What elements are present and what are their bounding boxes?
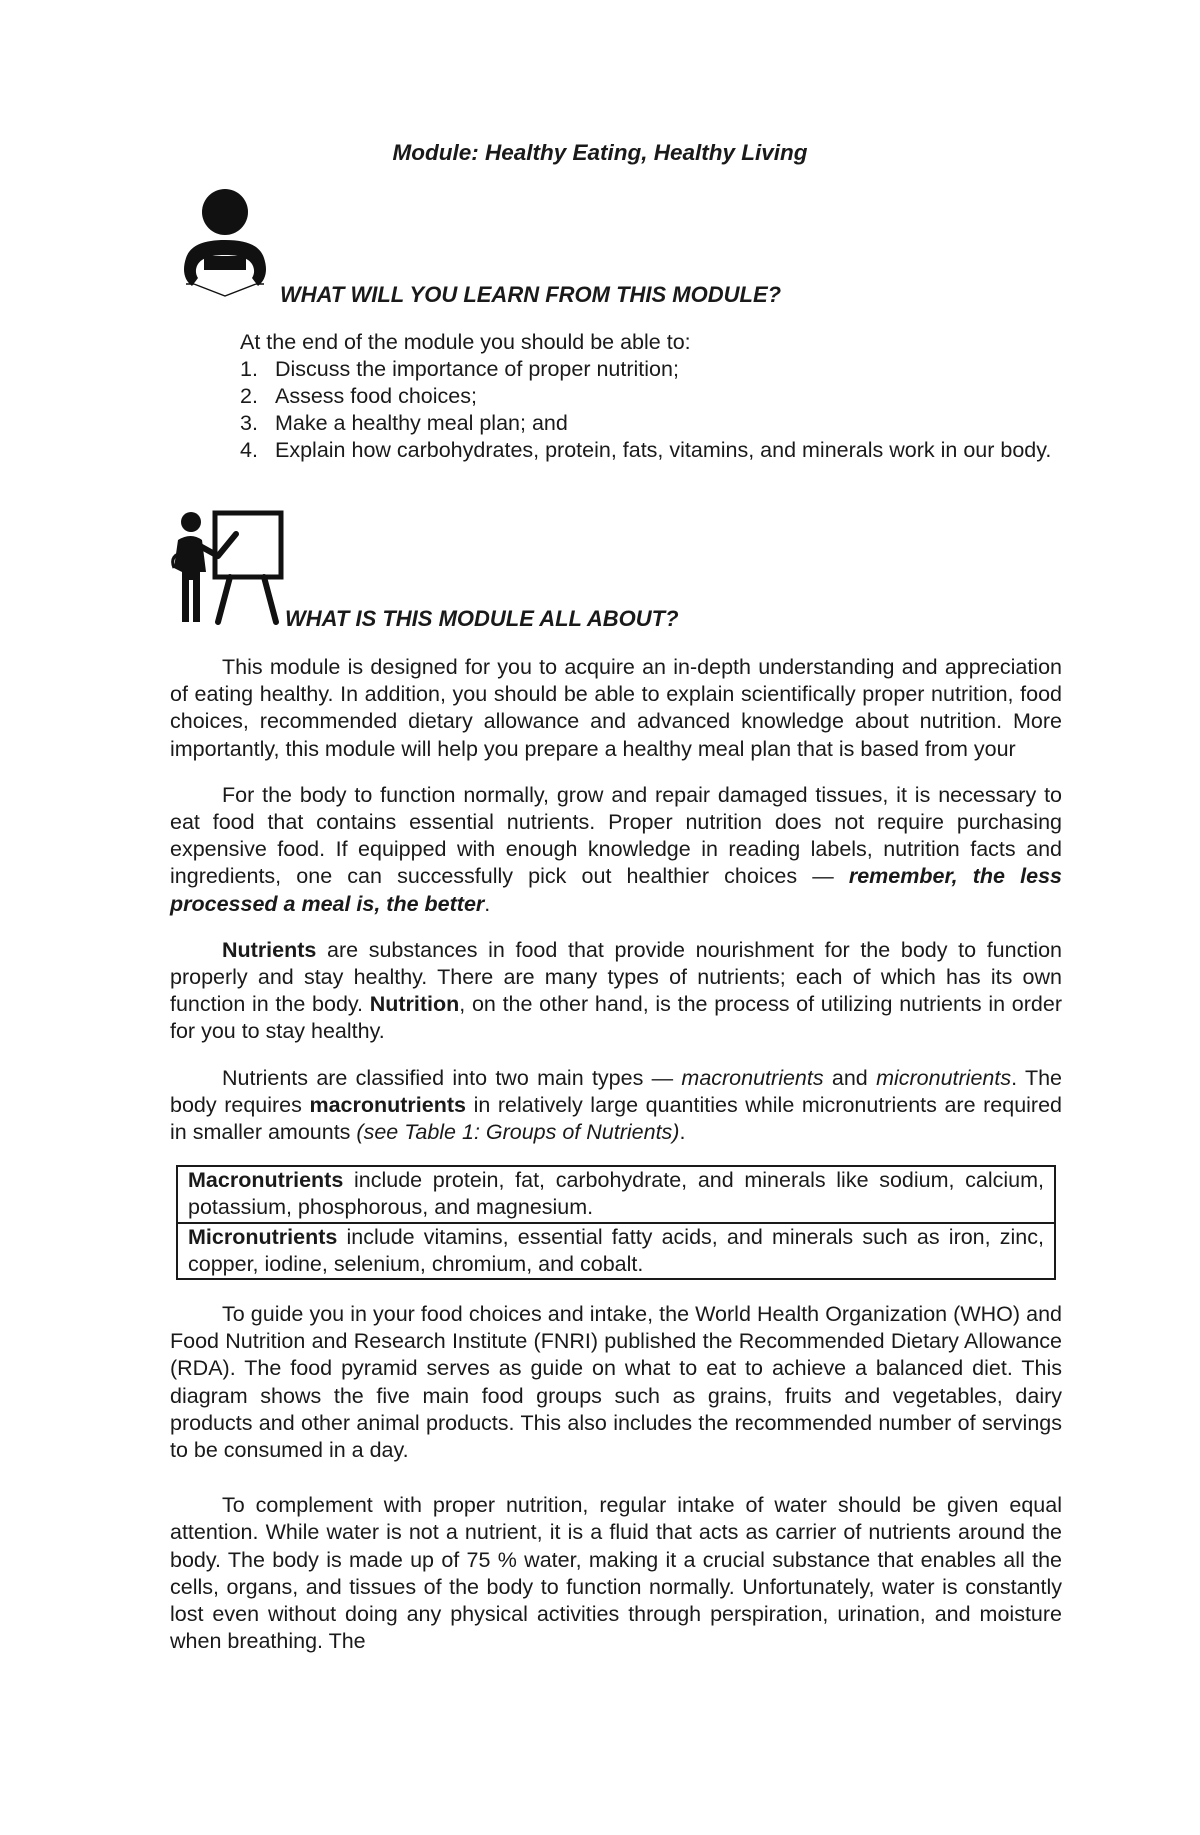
paragraph-text: For the body to function normally, grow and repair damaged tissues, it is necessary to eat food that contains essential nutrients. Proper nutrition does not require purchasing expensive food. If equipped with enough knowledge in reading labels, nutrition facts and ingredients, one can successfully pick out healthier choices — bbox=[170, 782, 1062, 889]
list-number: 1. bbox=[240, 357, 258, 381]
section-heading-learn: WHAT WILL YOU LEARN FROM THIS MODULE? bbox=[280, 282, 782, 307]
list-number: 2. bbox=[240, 384, 258, 408]
term-nutrients: Nutrients bbox=[222, 937, 317, 962]
paragraph-water: To complement with proper nutrition, regular intake of water should be given equal attention. While water is not a nutrient, it is a fluid that acts as carrier of nutrients around the body. The body is made up of 75 % water, making it a crucial substance that enables all the cells, organs, and tissues of the body to function normally. Unfortunately, water is constantly lost even without doing any physical activities through perspiration, urination, and moisture when breathing. The bbox=[170, 1493, 1062, 1654]
list-item bbox=[240, 356, 1062, 383]
objectives-list bbox=[240, 356, 1062, 464]
body-text bbox=[170, 654, 1062, 1675]
paragraph-text: and bbox=[823, 1065, 877, 1090]
table-text: include vitamins, essential fatty acids, and minerals such as iron, zinc, copper, iodine, selenium, chromium, and cobalt. bbox=[188, 1224, 1044, 1276]
term-italic: macronutrients bbox=[681, 1065, 824, 1090]
paragraph-essential-nutrients bbox=[170, 782, 1062, 918]
paragraph-overview: This module is designed for you to acquire an in-depth understanding and appreciation of eating healthy. In addition, you should be able to explain scientifically proper nutrition, food choices, recommended dietary allowance and advanced knowledge about nutrition. More importantly, this module will help you prepare a healthy meal plan that is based from your bbox=[170, 655, 1062, 761]
emphasis-text: remember, the less processed a meal is, the better bbox=[170, 864, 1062, 916]
list-number: 3. bbox=[240, 411, 258, 435]
table-term: Macronutrients bbox=[188, 1168, 344, 1193]
term-italic: micronutrients bbox=[876, 1065, 1012, 1090]
objectives-intro: At the end of the module you should be able to: bbox=[240, 330, 691, 354]
paragraph-text: Nutrients are classified into two main types — bbox=[222, 1065, 682, 1090]
list-item bbox=[240, 410, 1062, 437]
list-item bbox=[240, 383, 1062, 410]
paragraph-nutrients-definition bbox=[170, 937, 1062, 1046]
person-reading-icon bbox=[178, 188, 272, 302]
objectives-block bbox=[240, 329, 1062, 464]
term-bold: macronutrients bbox=[309, 1092, 466, 1117]
paragraph-text: in relatively large quantities while micronutrients are required in smaller amounts bbox=[170, 1092, 1063, 1145]
table-reference: (see Table 1: Groups of Nutrients) bbox=[356, 1120, 680, 1145]
list-item bbox=[240, 437, 1062, 464]
list-text: Explain how carbohydrates, protein, fats, vitamins, and minerals work in our body. bbox=[275, 438, 1052, 462]
nutrients-table bbox=[176, 1165, 1056, 1280]
list-text: Make a healthy meal plan; and bbox=[275, 411, 568, 435]
paragraph-text: . The body requires bbox=[170, 1065, 1062, 1117]
paragraph-text: . bbox=[679, 1120, 686, 1145]
list-text: Discuss the importance of proper nutrition; bbox=[275, 357, 679, 381]
person-presenting-board-icon bbox=[170, 510, 285, 625]
table-cell bbox=[177, 1223, 1055, 1279]
table-row bbox=[177, 1223, 1055, 1279]
table-text: include protein, fat, carbohydrate, and minerals like sodium, calcium, potassium, phosphorous, and magnesium. bbox=[188, 1168, 1044, 1220]
table-term: Micronutrients bbox=[188, 1224, 338, 1249]
module-title: Module: Healthy Eating, Healthy Living bbox=[392, 140, 808, 165]
table-cell bbox=[177, 1166, 1055, 1222]
paragraph-nutrient-types bbox=[170, 1065, 1062, 1147]
term-nutrition: Nutrition bbox=[369, 992, 460, 1017]
paragraph-rda: To guide you in your food choices and intake, the World Health Organization (WHO) and Food Nutrition and Research Institute (FNRI) published the Recommended Dietary Allowance (RDA). The food pyramid serves as guide on what to eat to achieve a balanced diet. This diagram shows the five main food groups such as grains, fruits and vegetables, dairy products and other animal products. This also includes the recommended number of servings to be consumed in a day. bbox=[170, 1302, 1062, 1463]
paragraph-text: are substances in food that provide nourishment for the body to function properly and stay healthy. There are many types of nutrients; each of which has its own function in the body. bbox=[170, 937, 1062, 1017]
section-heading-about: WHAT IS THIS MODULE ALL ABOUT? bbox=[285, 606, 679, 631]
list-number: 4. bbox=[240, 438, 258, 462]
table-row bbox=[177, 1166, 1055, 1222]
paragraph-text: . bbox=[484, 891, 491, 916]
paragraph-text: , on the other hand, is the process of utilizing nutrients in order for you to stay healthy. bbox=[170, 992, 1062, 1044]
list-text: Assess food choices; bbox=[275, 384, 477, 408]
